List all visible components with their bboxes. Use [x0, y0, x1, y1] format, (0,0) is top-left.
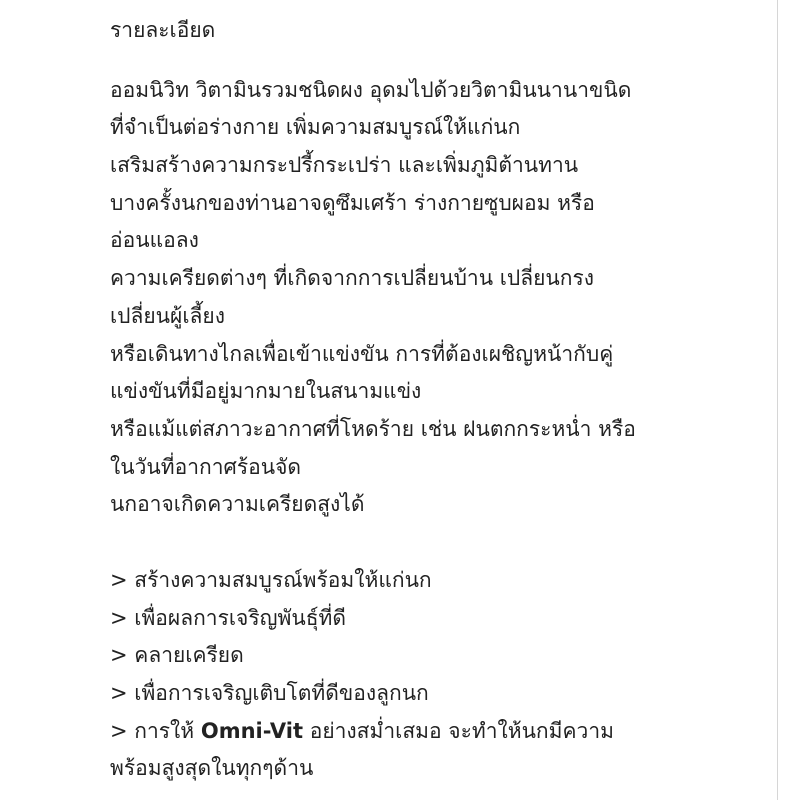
- paragraph-line: ในวันที่อากาศร้อนจัด: [110, 454, 302, 479]
- description-paragraph: [110, 72, 690, 524]
- description-content: [110, 12, 690, 788]
- paragraph-line: ความเครียดต่างๆ ที่เกิดจากการเปลี่ยนบ้าน เปลี่ยนกรง: [110, 266, 595, 291]
- paragraph-line: แข่งขันที่มีอยู่มากมายในสนามแข่ง: [110, 379, 422, 404]
- panel-border: [777, 0, 778, 800]
- benefit-item-continuation: พร้อมสูงสุดในทุกๆด้าน: [110, 756, 314, 781]
- section-heading: รายละเอียด: [110, 18, 216, 42]
- paragraph-line: เสริมสร้างความกระปรี้กระเปร่า และเพิ่มภูมิต้านทาน: [110, 153, 579, 178]
- benefit-item: > เพื่อผลการเจริญพันธุ์ที่ดี: [110, 605, 347, 630]
- paragraph-line: ออมนิวิท วิตามินรวมชนิดผง อุดมไปด้วยวิตามินนานาขนิด: [110, 77, 632, 102]
- paragraph-line: บางครั้งนกของท่านอาจดูซึมเศร้า ร่างกายซูบผอม หรือ: [110, 190, 595, 215]
- paragraph-line: ที่จำเป็นต่อร่างกาย เพิ่มความสมบูรณ์ให้แก่นก: [110, 115, 521, 140]
- spacer: [110, 524, 690, 562]
- benefit-item: > เพื่อการเจริญเติบโตที่ดีของลูกนก: [110, 681, 429, 705]
- paragraph-line: เปลี่ยนผู้เลี้ยง: [110, 303, 225, 328]
- benefit-item: > สร้างความสมบูรณ์พร้อมให้แก่นก: [110, 567, 432, 592]
- brand-name: Omni-Vit: [200, 718, 304, 743]
- paragraph-line: อ่อนแอลง: [110, 228, 199, 253]
- paragraph-line: นกอาจเกิดความเครียดสูงได้: [110, 492, 365, 517]
- benefit-item-omni-vit: [110, 713, 690, 751]
- benefit-suffix: อย่างสม่ำเสมอ จะทำให้นกมีความ: [303, 718, 614, 743]
- paragraph-line: หรือเดินทางไกลเพื่อเข้าแข่งขัน การที่ต้องเผชิญหน้ากับคู่: [110, 341, 614, 366]
- benefit-item: > คลายเครียด: [110, 643, 244, 668]
- benefit-prefix: > การให้: [110, 718, 201, 743]
- benefit-list: [110, 562, 690, 788]
- spacer: [110, 50, 690, 72]
- paragraph-line: หรือแม้แต่สภาวะอากาศที่โหดร้าย เช่น ฝนตกกระหน่ำ หรือ: [110, 416, 636, 441]
